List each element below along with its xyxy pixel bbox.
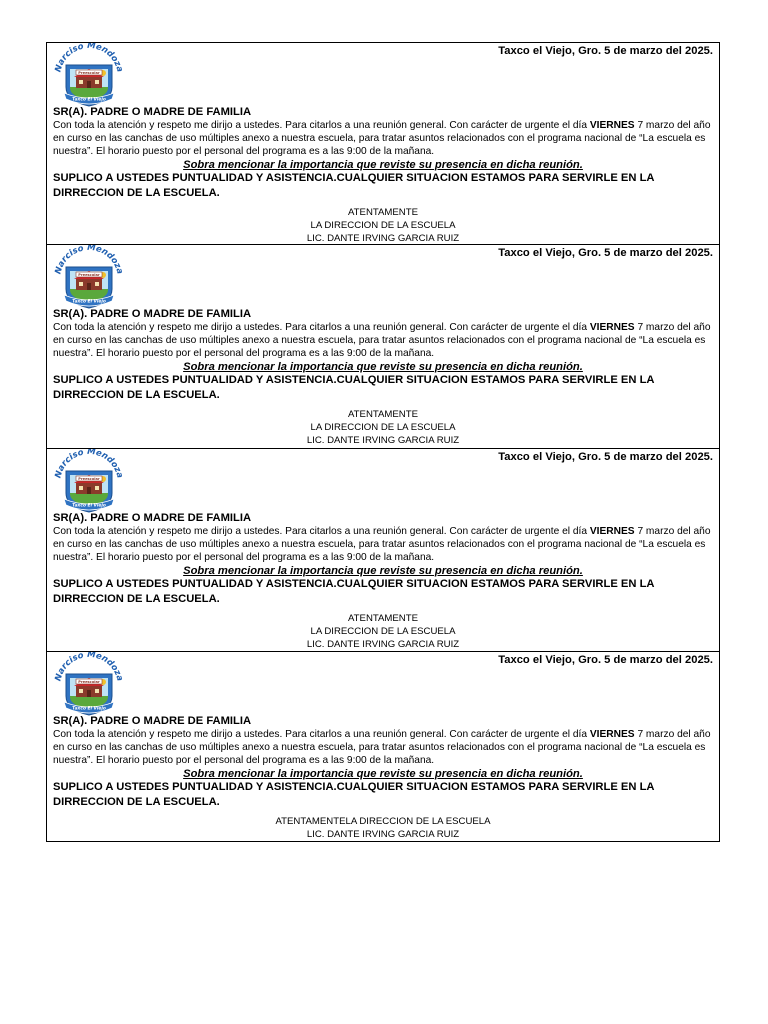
signature-office: LA DIRECCION DE LA ESCUELA xyxy=(310,219,456,231)
notice-body xyxy=(53,525,713,565)
body-text-end: 7 marzo del año en curso en las canchas de uso múltiples anexo a nuestra escuela, para tratar asuntos relacionados con el programa nacional de “La escuela es nuestra”. El horario puesto por el personal del programa es a las 9:00 de la mañana. xyxy=(53,120,711,158)
greeting: SR(A). PADRE O MADRE DE FAMILIA xyxy=(53,715,252,727)
notice-body xyxy=(53,119,713,159)
school-logo xyxy=(52,449,126,513)
body-text-end: 7 marzo del año en curso en las canchas de uso múltiples anexo a nuestra escuela, para tratar asuntos relacionados con el programa nacional de “La escuela es nuestra”. El horario puesto por el personal del programa es a las 9:00 de la mañana. xyxy=(53,322,711,360)
notice-body xyxy=(53,728,713,768)
meeting-day: VIERNES xyxy=(589,322,635,333)
body-text-start: Con toda la atención y respeto me dirijo a ustedes. Para citarlos a una reunión general. Con carácter de urgente el día xyxy=(53,120,590,131)
request-text: SUPLICO A USTEDES PUNTUALIDAD Y ASISTENCIA.CUALQUIER SITUACION ESTAMOS PARA SERVIRLE EN LA DIRRECCION DE LA ESCUELA. xyxy=(53,577,655,606)
emphasis-line: Sobra mencionar la importancia que reviste su presencia en dicha reunión. xyxy=(183,564,583,577)
notice-date: Taxco el Viejo, Gro. 5 de marzo del 2025. xyxy=(498,654,713,666)
notice-date: Taxco el Viejo, Gro. 5 de marzo del 2025. xyxy=(498,45,713,57)
body-text-start: Con toda la atención y respeto me dirijo a ustedes. Para citarlos a una reunión general. Con carácter de urgente el día xyxy=(53,526,590,537)
body-text-start: Con toda la atención y respeto me dirijo a ustedes. Para citarlos a una reunión general. Con carácter de urgente el día xyxy=(53,322,590,333)
school-logo xyxy=(52,245,126,309)
meeting-day: VIERNES xyxy=(589,526,635,537)
notice-1 xyxy=(47,43,719,245)
notice-3 xyxy=(47,449,719,652)
school-logo xyxy=(52,43,126,107)
signature-closing: ATENTAMENTE xyxy=(348,612,418,624)
signature-name: LIC. DANTE IRVING GARCIA RUIZ xyxy=(306,434,460,446)
signature-closing: ATENTAMENTE xyxy=(348,408,418,420)
signature-office: ATENTAMENTELA DIRECCION DE LA ESCUELA xyxy=(275,815,491,827)
meeting-day: VIERNES xyxy=(589,729,635,740)
notice-date: Taxco el Viejo, Gro. 5 de marzo del 2025. xyxy=(498,247,713,259)
body-text-end: 7 marzo del año en curso en las canchas de uso múltiples anexo a nuestra escuela, para tratar asuntos relacionados con el programa nacional de “La escuela es nuestra”. El horario puesto por el personal del programa es a las 9:00 de la mañana. xyxy=(53,526,711,564)
body-text-start: Con toda la atención y respeto me dirijo a ustedes. Para citarlos a una reunión general. Con carácter de urgente el día xyxy=(53,729,590,740)
notice-date: Taxco el Viejo, Gro. 5 de marzo del 2025. xyxy=(498,451,713,463)
emphasis-line: Sobra mencionar la importancia que reviste su presencia en dicha reunión. xyxy=(183,360,583,373)
notice-sheet xyxy=(46,42,720,842)
signature-office: LA DIRECCION DE LA ESCUELA xyxy=(310,625,456,637)
notice-2 xyxy=(47,245,719,449)
meeting-day: VIERNES xyxy=(589,120,635,131)
request-text: SUPLICO A USTEDES PUNTUALIDAD Y ASISTENCIA.CUALQUIER SITUACION ESTAMOS PARA SERVIRLE EN LA DIRRECCION DE LA ESCUELA. xyxy=(53,171,655,200)
request-text: SUPLICO A USTEDES PUNTUALIDAD Y ASISTENCIA.CUALQUIER SITUACION ESTAMOS PARA SERVIRLE EN LA DIRRECCION DE LA ESCUELA. xyxy=(53,780,655,809)
greeting: SR(A). PADRE O MADRE DE FAMILIA xyxy=(53,106,252,118)
signature-name: LIC. DANTE IRVING GARCIA RUIZ xyxy=(306,232,460,244)
school-logo xyxy=(52,652,126,716)
signature-name: LIC. DANTE IRVING GARCIA RUIZ xyxy=(306,828,460,840)
request-text: SUPLICO A USTEDES PUNTUALIDAD Y ASISTENCIA.CUALQUIER SITUACION ESTAMOS PARA SERVIRLE EN LA DIRRECCION DE LA ESCUELA. xyxy=(53,373,655,402)
greeting: SR(A). PADRE O MADRE DE FAMILIA xyxy=(53,512,252,524)
signature-closing: ATENTAMENTE xyxy=(348,206,418,218)
notice-body xyxy=(53,321,713,361)
emphasis-line: Sobra mencionar la importancia que reviste su presencia en dicha reunión. xyxy=(183,767,583,780)
greeting: SR(A). PADRE O MADRE DE FAMILIA xyxy=(53,308,252,320)
body-text-end: 7 marzo del año en curso en las canchas de uso múltiples anexo a nuestra escuela, para tratar asuntos relacionados con el programa nacional de “La escuela es nuestra”. El horario puesto por el personal del programa es a las 9:00 de la mañana. xyxy=(53,729,711,767)
emphasis-line: Sobra mencionar la importancia que reviste su presencia en dicha reunión. xyxy=(183,158,583,171)
signature-name: LIC. DANTE IRVING GARCIA RUIZ xyxy=(306,638,460,650)
notice-4 xyxy=(47,652,719,841)
signature-office: LA DIRECCION DE LA ESCUELA xyxy=(310,421,456,433)
